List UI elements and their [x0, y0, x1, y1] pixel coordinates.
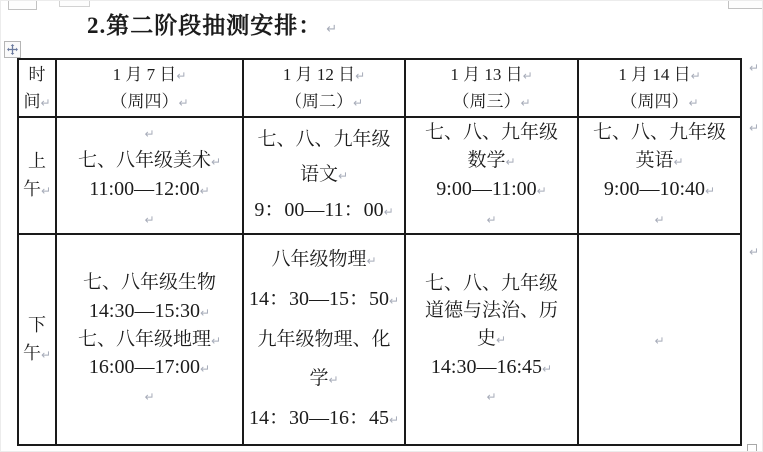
pilcrow-mark: ↵ [542, 361, 553, 376]
morning-label-line1: 上 [28, 150, 46, 171]
time-text: 14:30—16:45 [430, 355, 543, 378]
pilcrow-mark: ↵ [144, 390, 155, 405]
pilcrow-mark: ↵ [749, 61, 760, 75]
pilcrow-mark: ↵ [505, 154, 516, 169]
pilcrow-mark: ↵ [749, 121, 760, 135]
cell-afternoon-jan13[interactable] [406, 235, 579, 446]
pilcrow-mark: ↵ [328, 372, 339, 387]
pilcrow-mark: ↵ [176, 68, 187, 83]
pilcrow-mark: ↵ [388, 294, 400, 309]
section-title-text: 2.第二阶段抽测安排： [87, 13, 323, 38]
pilcrow-mark: ↵ [40, 96, 51, 110]
grades-text: 七、八、九年级 [424, 121, 558, 143]
time-label-line2: 间 [23, 92, 41, 111]
row-label-morning[interactable] [19, 118, 57, 235]
pilcrow-mark: ↵ [200, 305, 211, 320]
date-text: 1 月 7 日 [112, 64, 177, 84]
header-cell-time[interactable] [19, 60, 57, 118]
pilcrow-mark: ↵ [654, 212, 665, 227]
cell-afternoon-jan7[interactable] [57, 235, 244, 446]
morning-label-line2: 午 [22, 178, 41, 199]
subject-text: 八年级物理 [271, 249, 367, 271]
cell-morning-jan12[interactable] [244, 118, 406, 235]
move-arrows-icon [7, 44, 18, 55]
pilcrow-mark: ↵ [200, 362, 211, 377]
pilcrow-mark: ↵ [40, 183, 52, 198]
pilcrow-mark: ↵ [495, 333, 507, 347]
row-label-afternoon[interactable] [19, 235, 57, 446]
subject-text: 九年级物理、化 [257, 328, 391, 350]
pilcrow-mark: ↵ [486, 212, 497, 227]
date-text: 1 月 13 日 [450, 64, 523, 84]
cutoff-box-fragment [728, 1, 763, 9]
pilcrow-mark: ↵ [486, 389, 497, 404]
pilcrow-mark: ↵ [144, 212, 155, 227]
time-text: 9：00—11：00 [254, 199, 384, 222]
pilcrow-mark: ↵ [388, 412, 400, 427]
pilcrow-mark: ↵ [705, 184, 716, 199]
time-text: 9:00—11:00 [436, 178, 537, 201]
pilcrow-mark: ↵ [749, 245, 760, 259]
pilcrow-mark: ↵ [178, 96, 189, 110]
pilcrow-mark: ↵ [536, 184, 547, 199]
grades-text: 七、八、九年级 [592, 121, 726, 143]
pilcrow-mark: ↵ [688, 96, 699, 110]
subject-text: 七、八年级生物 [82, 272, 216, 294]
header-cell-jan13[interactable] [406, 60, 579, 118]
subject-text: 七、八年级地理 [77, 328, 211, 350]
time-text: 16:00—17:00 [88, 356, 201, 379]
cell-morning-jan7[interactable] [57, 118, 244, 235]
cell-morning-jan13[interactable] [406, 118, 579, 235]
subject-text: 学 [309, 367, 329, 389]
weekday-text: （周二） [284, 92, 353, 111]
pilcrow-mark: ↵ [366, 254, 377, 269]
time-text: 9:00—10:40 [603, 178, 706, 201]
table-move-handle[interactable] [4, 41, 21, 58]
cutoff-box-fragment [59, 1, 90, 7]
grades-text: 七、八、九年级 [424, 272, 558, 294]
time-text: 14：30—15：50 [248, 288, 389, 311]
section-title [87, 7, 337, 40]
time-label-line1: 时 [28, 64, 46, 84]
subject-text: 七、八年级美术 [77, 149, 211, 171]
cutoff-box-fragment [8, 1, 37, 10]
afternoon-label-line2: 午 [22, 342, 41, 363]
weekday-text: （周四） [110, 92, 179, 111]
date-text: 1 月 14 日 [618, 64, 691, 84]
date-text: 1 月 12 日 [282, 64, 356, 84]
time-text: 14：30—16：45 [248, 406, 389, 429]
weekday-text: （周四） [620, 92, 689, 111]
afternoon-label-line1: 下 [28, 314, 46, 335]
pilcrow-mark: ↵ [355, 68, 366, 83]
subject-text: 道德与法治、历 [424, 300, 558, 322]
pilcrow-mark: ↵ [520, 96, 531, 110]
subject-text: 英语 [635, 149, 674, 171]
pilcrow-mark: ↵ [673, 154, 684, 169]
subject-text: 史 [476, 328, 496, 349]
pilcrow-mark: ↵ [326, 22, 338, 37]
pilcrow-mark: ↵ [690, 68, 701, 83]
time-text: 14:30—15:30 [88, 299, 201, 322]
pilcrow-mark: ↵ [144, 126, 155, 141]
pilcrow-mark: ↵ [654, 333, 665, 348]
cell-afternoon-jan14[interactable] [579, 235, 742, 446]
subject-text: 数学 [467, 149, 506, 171]
pilcrow-mark: ↵ [522, 68, 533, 83]
table-resize-handle[interactable] [747, 444, 757, 452]
header-cell-jan7[interactable] [57, 60, 244, 118]
pilcrow-mark: ↵ [337, 168, 349, 183]
subject-text: 语文 [299, 163, 338, 185]
pilcrow-mark: ↵ [40, 347, 52, 362]
time-text: 11:00—12:00 [89, 178, 200, 201]
weekday-text: （周三） [452, 92, 521, 111]
grades-text: 七、八、九年级 [257, 128, 391, 150]
cell-afternoon-jan12[interactable] [244, 235, 406, 446]
pilcrow-mark: ↵ [210, 333, 222, 348]
pilcrow-mark: ↵ [352, 96, 364, 110]
cell-morning-jan14[interactable] [579, 118, 742, 235]
pilcrow-mark: ↵ [210, 154, 222, 169]
pilcrow-mark: ↵ [199, 184, 210, 199]
schedule-table [17, 58, 742, 446]
header-cell-jan12[interactable] [244, 60, 406, 118]
pilcrow-mark: ↵ [383, 205, 394, 220]
header-cell-jan14[interactable] [579, 60, 742, 118]
